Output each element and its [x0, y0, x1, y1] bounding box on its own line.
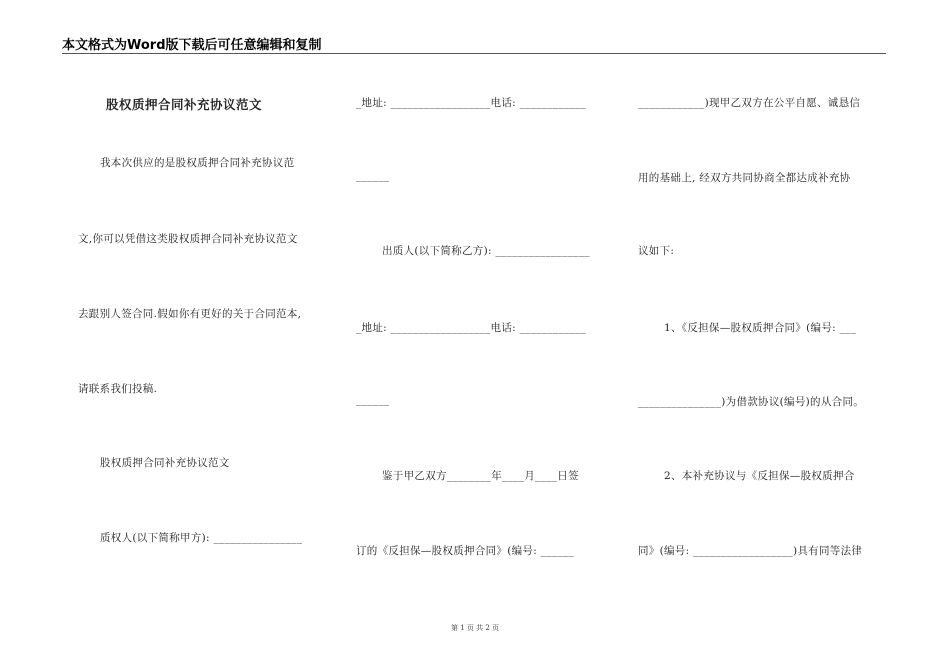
paragraph-line: 去跟别人签合同.假如你有更好的关于合同范本, [78, 308, 302, 320]
paragraph-line: ____________)现甲乙双方在公平自愿、诚恳信 [638, 97, 861, 109]
blank-continuation: ______ [356, 394, 390, 406]
paragraph-line: _______________)为借款协议(编号)的从合同。 [638, 396, 865, 408]
document-header: 本文格式为Word版下载后可任意编辑和复制 [62, 38, 322, 53]
paragraph-line: 文,你可以凭借这类股权质押合同补充协议范文 [78, 233, 298, 245]
paragraph-line: 鉴于甲乙双方________年____月____日签 [382, 470, 579, 482]
page-number: 第 1 页 共 2 页 [450, 624, 500, 632]
section-heading: 股权质押合同补充协议范文 [100, 457, 230, 469]
address-phone-line: _地址: __________________电话: ____________ [356, 322, 587, 334]
pledgee-field: 质权人(以下简称甲方): ________________ [100, 532, 303, 544]
paragraph-line: 请联系我们投稿. [78, 383, 158, 395]
paragraph-line: 同》(编号: __________________)具有同等法律 [638, 545, 863, 557]
paragraph-line: 用的基础上, 经双方共同协商全都达成补充协 [638, 172, 851, 184]
paragraph-line: 我本次供应的是股权质押合同补充协议范 [100, 157, 295, 169]
address-phone-line: _地址: __________________电话: ____________ [356, 97, 587, 109]
clause-1: 1、《反担保—股权质押合同》(编号: ___ [664, 322, 857, 334]
pledgor-field: 出质人(以下简称乙方): _________________ [382, 245, 590, 257]
clause-2: 2、本补充协议与《反担保—股权质押合 [664, 470, 855, 482]
document-title: 股权质押合同补充协议范文 [106, 97, 263, 112]
paragraph-line: 订的《反担保—股权质押合同》(编号: ______ [356, 545, 574, 557]
paragraph-line: 议如下: [638, 245, 675, 257]
header-divider [62, 53, 886, 54]
blank-continuation: ______ [356, 170, 390, 182]
